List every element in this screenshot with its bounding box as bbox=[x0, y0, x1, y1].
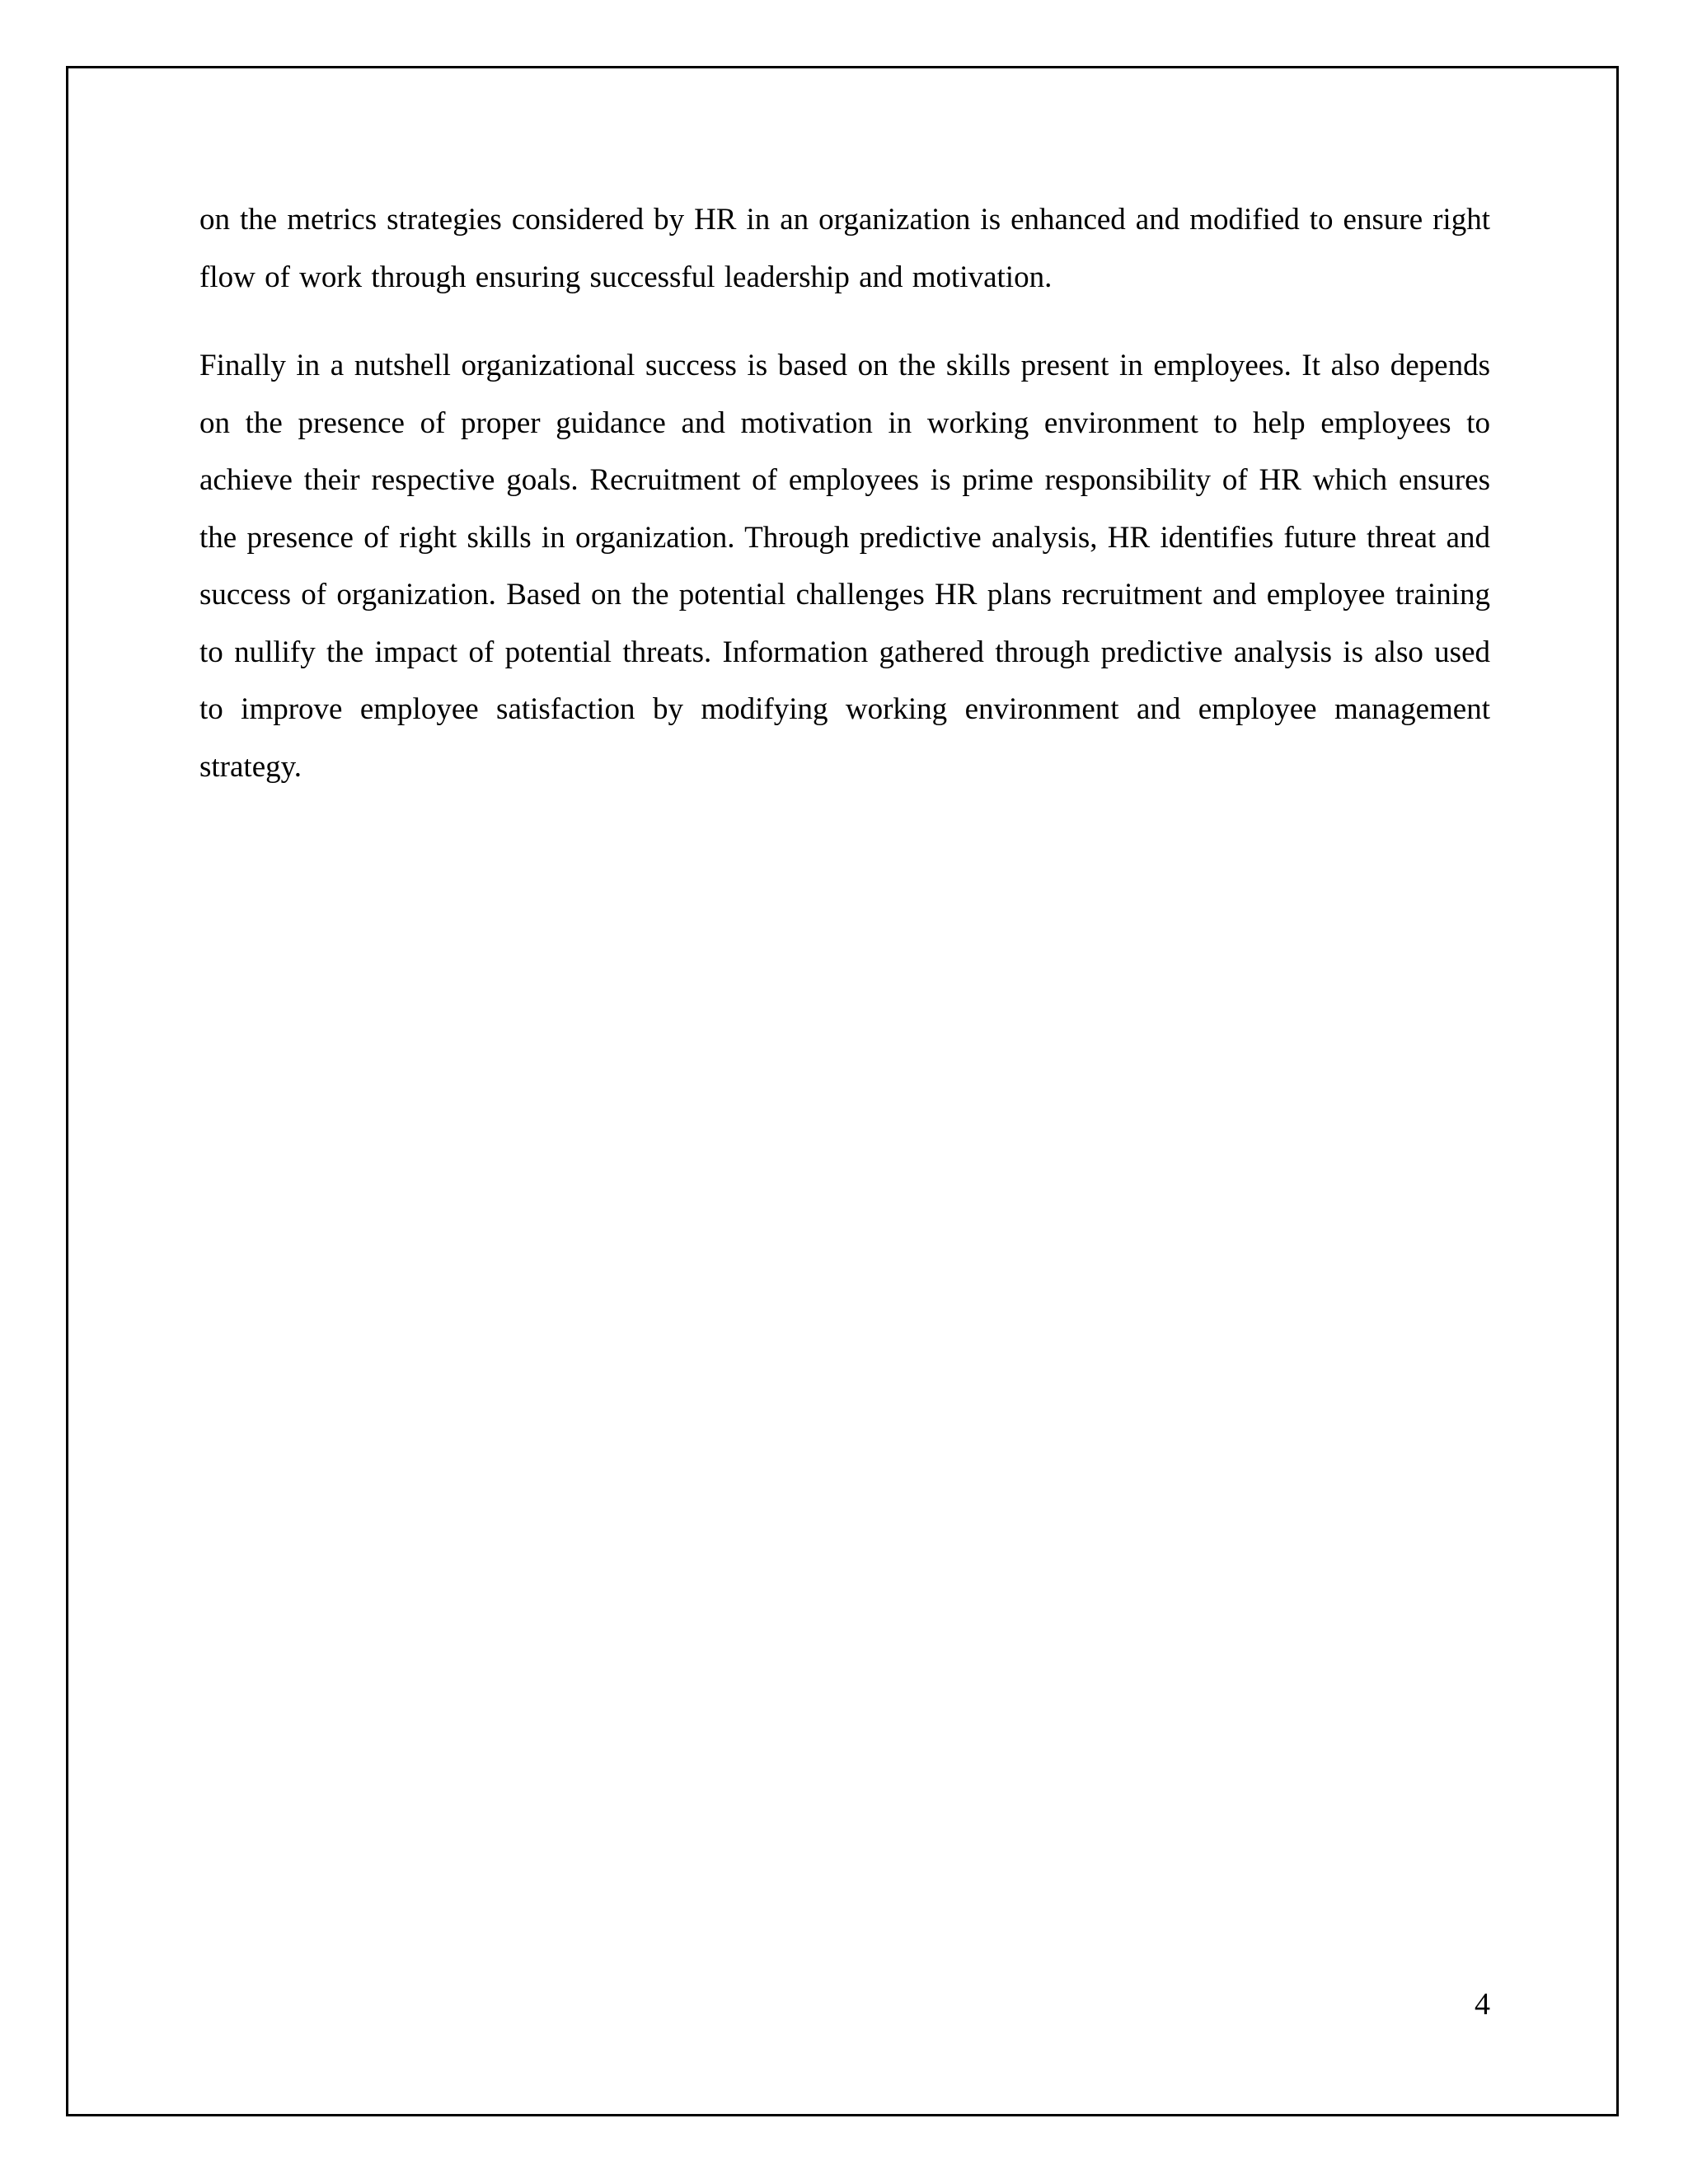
paragraph-1: on the metrics strategies considered by HR in an organization is enhanced and modified to ensure right flow of work through ensuring successful leadership and motivation. bbox=[199, 203, 1490, 294]
document-body bbox=[199, 191, 1490, 795]
page-number: 4 bbox=[1475, 1987, 1490, 2022]
paragraph-2: Finally in a nutshell organizational success is based on the skills present in employees. It also depends on the presence of proper guidance and motivation in working environment to help employees to achieve their respective goals. Recruitment of employees is prime responsibility of HR which ensures the presence of right skills in organization. Through predictive analysis, HR identifies future threat and success of organization. Based on the potential challenges HR plans recruitment and employee training to nullify the impact of potential threats. Information gathered through predictive analysis is also used to improve employee satisfaction by modifying working environment and employee management strategy. bbox=[199, 349, 1490, 784]
